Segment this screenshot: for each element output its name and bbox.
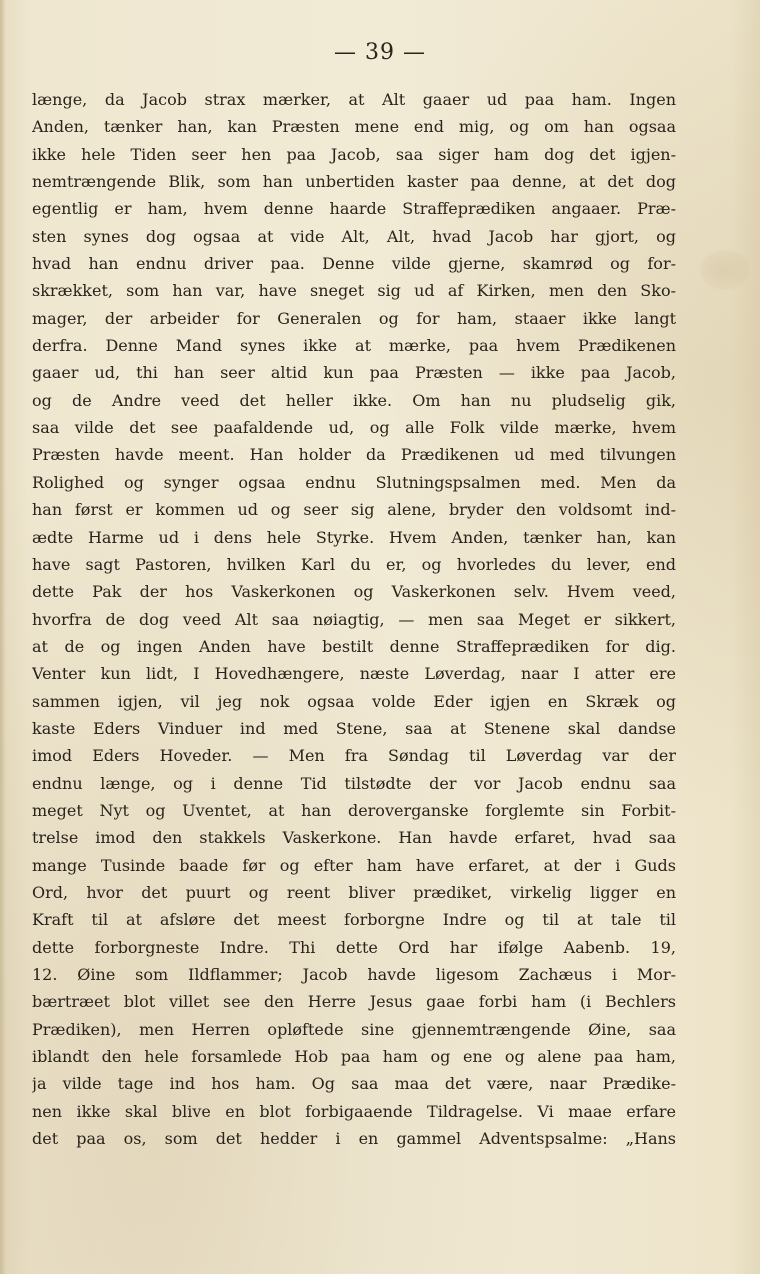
text-line: at de og ingen Anden have bestilt denne Straffeprædiken for dig. [32, 636, 676, 656]
text-line: Prædiken), men Herren opløftede sine gjennemtrængende Øine, saa [32, 1019, 676, 1039]
text-line: hvad han endnu driver paa. Denne vilde gjerne, skamrød og for- [32, 254, 676, 274]
text-line: imod Eders Hoveder. — Men fra Søndag til Løverdag var der [32, 746, 676, 766]
text-line: saa vilde det see paafaldende ud, og alle Folk vilde mærke, hvem [32, 418, 676, 438]
page-number: — 39 — [334, 40, 426, 65]
text-line: han først er kommen ud og seer sig alene, bryder den voldsomt ind- [32, 500, 676, 520]
text-line: kaste Eders Vinduer ind med Stene, saa at Stenene skal dandse [32, 718, 676, 738]
text-line: ikke hele Tiden seer hen paa Jacob, saa siger ham dog det igjen- [32, 144, 676, 164]
text-line: sten synes dog ogsaa at vide Alt, Alt, hvad Jacob har gjort, og [32, 226, 676, 246]
text-line: 12. Øine som Ildflammer; Jacob havde ligesom Zachæus i Mor- [32, 965, 676, 984]
text-line: skrækket, som han var, have sneget sig ud af Kirken, men den Sko- [32, 281, 676, 301]
text-line: hvorfra de dog veed Alt saa nøiagtig, — men saa Meget er sikkert, [32, 609, 676, 629]
text-line: trelse imod den stakkels Vaskerkone. Han havde erfaret, hvad saa [32, 828, 676, 848]
text-line: dette Pak der hos Vaskerkonen og Vaskerkonen selv. Hvem veed, [32, 582, 676, 602]
text-line: mange Tusinde baade før og efter ham have erfaret, at der i Guds [32, 855, 676, 875]
text-line: iblandt den hele forsamlede Hob paa ham og ene og alene paa ham, [32, 1047, 676, 1067]
text-line: længe, da Jacob strax mærker, at Alt gaaer ud paa ham. Ingen [32, 90, 676, 109]
text-line: egentlig er ham, hvem denne haarde Straffeprædiken angaaer. Præ- [32, 199, 676, 219]
body-text [32, 86, 676, 1152]
text-line: endnu længe, og i denne Tid tilstødte der vor Jacob endnu saa [32, 773, 676, 793]
text-line: nen ikke skal blive en blot forbigaaende Tildragelse. Vi maae erfare [32, 1101, 676, 1121]
text-line: have sagt Pastoren, hvilken Karl du er, og hvorledes du lever, end [32, 554, 676, 574]
text-line: Ord, hvor det puurt og reent bliver prædiket, virkelig ligger en [32, 882, 676, 902]
text-line: mager, der arbeider for Generalen og for ham, staaer ikke langt [32, 308, 676, 328]
text-line: Rolighed og synger ogsaa endnu Slutningspsalmen med. Men da [32, 472, 676, 492]
text-line: og de Andre veed det heller ikke. Om han nu pludselig gik, [32, 390, 676, 410]
page-gutter-shadow [0, 0, 6, 1274]
text-line: dette forborgneste Indre. Thi dette Ord har ifølge Aabenb. 19, [32, 937, 676, 957]
text-line: nemtrængende Blik, som han unbertiden kaster paa denne, at det dog [32, 172, 676, 192]
text-line: Kraft til at afsløre det meest forborgne Indre og til at tale til [32, 910, 676, 930]
text-line: meget Nyt og Uventet, at han deroverganske forglemte sin Forbit- [32, 800, 676, 820]
text-line: sammen igjen, vil jeg nok ogsaa volde Eder igjen en Skræk og [32, 691, 676, 711]
text-line: det paa os, som det hedder i en gammel Adventspsalme: „Hans [32, 1129, 676, 1149]
text-line: ædte Harme ud i dens hele Styrke. Hvem Anden, tænker han, kan [32, 527, 676, 547]
text-line: Præsten havde meent. Han holder da Prædikenen ud med tilvungen [32, 445, 676, 465]
text-line: ja vilde tage ind hos ham. Og saa maa det være, naar Prædike- [32, 1074, 676, 1094]
paper-stain [700, 250, 750, 290]
text-line: Anden, tænker han, kan Præsten mene end mig, og om han ogsaa [32, 117, 676, 137]
text-line: derfra. Denne Mand synes ikke at mærke, paa hvem Prædikenen [32, 336, 676, 356]
text-line: bærtræet blot villet see den Herre Jesus gaae forbi ham (i Bechlers [32, 992, 676, 1012]
text-line: gaaer ud, thi han seer altid kun paa Præsten — ikke paa Jacob, [32, 363, 676, 383]
text-line: Venter kun lidt, I Hovedhængere, næste Løverdag, naar I atter ere [32, 664, 676, 684]
